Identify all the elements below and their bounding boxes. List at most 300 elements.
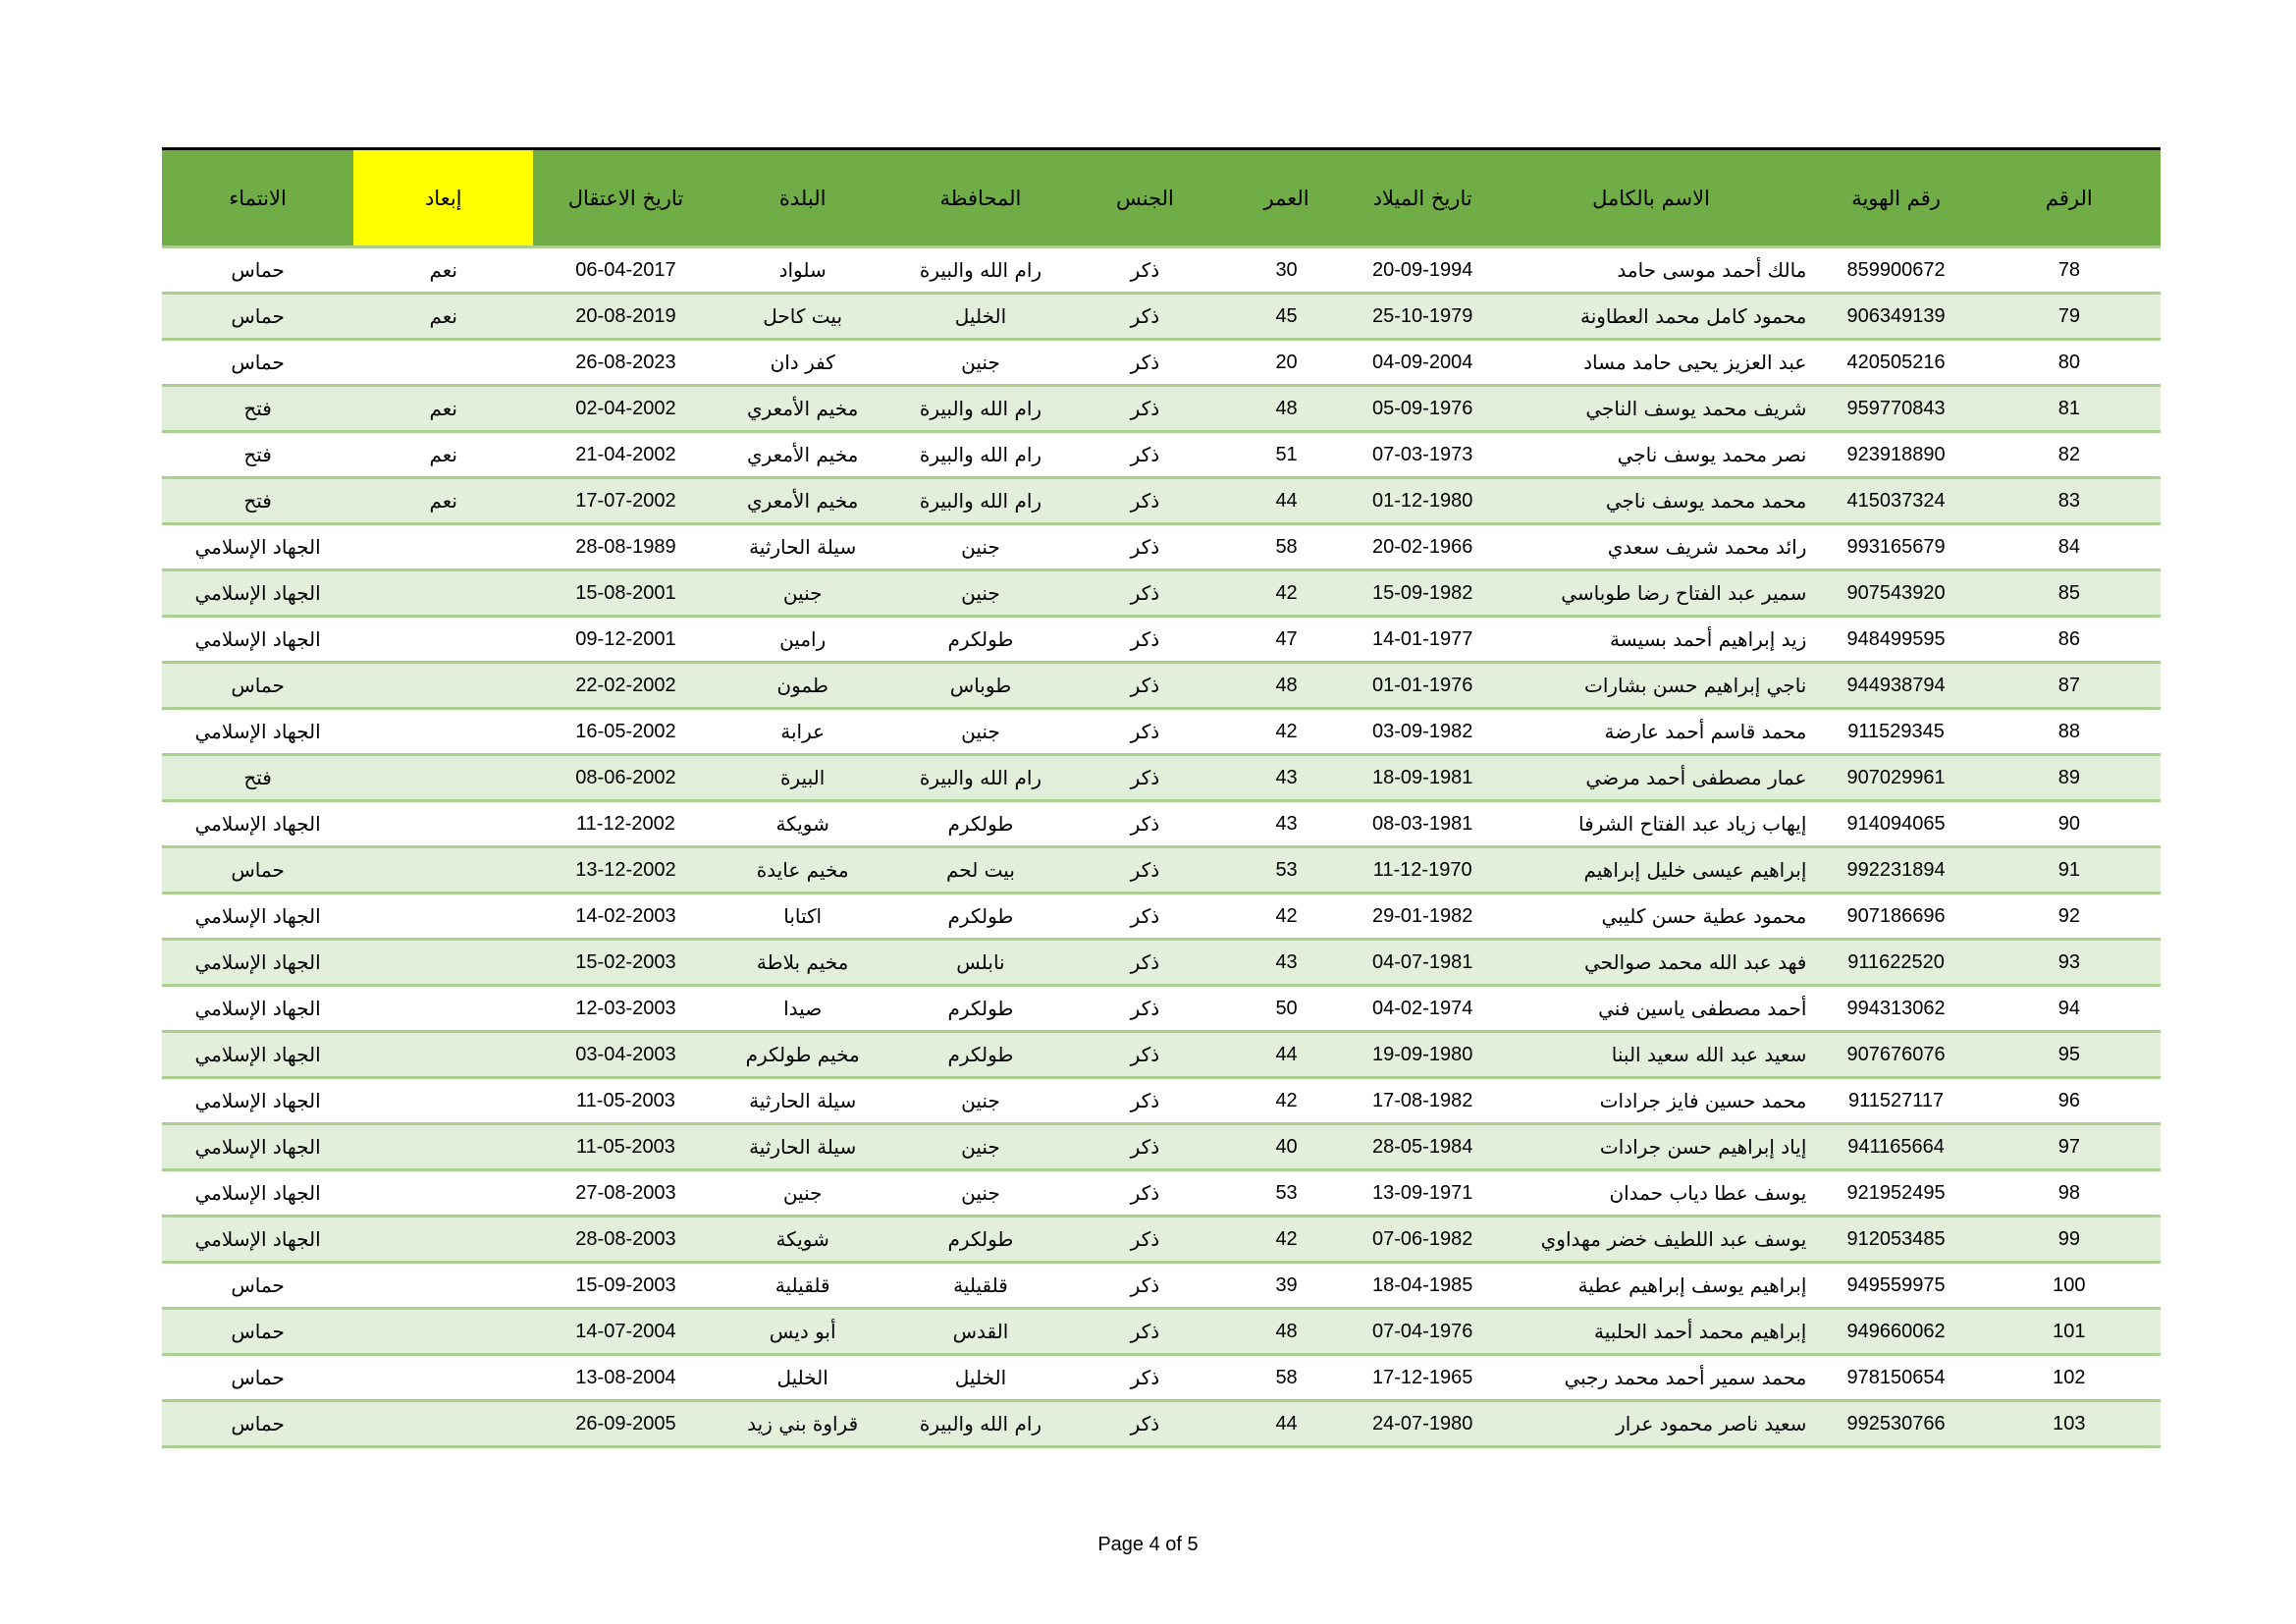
cell-age: 30 [1215,247,1357,294]
cell-affiliation: الجهاد الإسلامي [162,893,353,940]
cell-arrest-date: 03-04-2003 [533,1032,719,1078]
cell-full-name: إبراهيم محمد أحمد الحلبية [1488,1309,1815,1355]
cell-arrest-date: 28-08-2003 [533,1217,719,1263]
cell-index: 99 [1978,1217,2161,1263]
cell-age: 48 [1215,663,1357,709]
cell-affiliation: حماس [162,1355,353,1401]
cell-full-name: عمار مصطفى أحمد مرضي [1488,755,1815,801]
table-row [162,1032,2161,1078]
cell-gender: ذكر [1074,709,1215,755]
cell-gender: ذكر [1074,1309,1215,1355]
cell-birth-date: 04-07-1981 [1358,940,1488,986]
cell-index: 83 [1978,478,2161,524]
cell-town: كفر دان [719,340,887,386]
table-row [162,1170,2161,1217]
cell-birth-date: 19-09-1980 [1358,1032,1488,1078]
cell-index: 102 [1978,1355,2161,1401]
cell-affiliation: الجهاد الإسلامي [162,1032,353,1078]
cell-governorate: رام الله والبيرة [887,755,1075,801]
cell-governorate: جنين [887,709,1075,755]
header-affiliation: الانتماء [162,149,353,247]
cell-deportation [353,893,533,940]
cell-age: 43 [1215,940,1357,986]
cell-id-number: 911622520 [1814,940,1977,986]
cell-birth-date: 29-01-1982 [1358,893,1488,940]
cell-birth-date: 15-09-1982 [1358,570,1488,617]
cell-birth-date: 04-02-1974 [1358,986,1488,1032]
cell-town: مخيم عايدة [719,847,887,893]
cell-id-number: 420505216 [1814,340,1977,386]
cell-birth-date: 13-09-1971 [1358,1170,1488,1217]
cell-full-name: محمد قاسم أحمد عارضة [1488,709,1815,755]
cell-affiliation: الجهاد الإسلامي [162,524,353,570]
cell-governorate: القدس [887,1309,1075,1355]
cell-affiliation: الجهاد الإسلامي [162,709,353,755]
cell-arrest-date: 13-12-2002 [533,847,719,893]
cell-governorate: جنين [887,1078,1075,1124]
cell-birth-date: 18-09-1981 [1358,755,1488,801]
cell-full-name: سعيد عبد الله سعيد البنا [1488,1032,1815,1078]
table-row [162,755,2161,801]
cell-arrest-date: 17-07-2002 [533,478,719,524]
cell-id-number: 906349139 [1814,294,1977,340]
cell-birth-date: 04-09-2004 [1358,340,1488,386]
cell-deportation [353,617,533,663]
cell-gender: ذكر [1074,1078,1215,1124]
cell-index: 79 [1978,294,2161,340]
cell-arrest-date: 14-02-2003 [533,893,719,940]
cell-deportation [353,570,533,617]
cell-full-name: يوسف عطا دياب حمدان [1488,1170,1815,1217]
cell-index: 91 [1978,847,2161,893]
cell-full-name: رائد محمد شريف سعدي [1488,524,1815,570]
header-arrest-date: تاريخ الاعتقال [533,149,719,247]
cell-governorate: رام الله والبيرة [887,247,1075,294]
cell-town: شويكة [719,801,887,847]
cell-deportation [353,663,533,709]
cell-governorate: جنين [887,1170,1075,1217]
cell-age: 51 [1215,432,1357,478]
cell-id-number: 978150654 [1814,1355,1977,1401]
cell-index: 101 [1978,1309,2161,1355]
cell-town: طمون [719,663,887,709]
cell-arrest-date: 14-07-2004 [533,1309,719,1355]
cell-index: 80 [1978,340,2161,386]
cell-id-number: 923918890 [1814,432,1977,478]
cell-deportation [353,1401,533,1447]
cell-id-number: 911529345 [1814,709,1977,755]
table-row [162,478,2161,524]
table-row [162,570,2161,617]
cell-age: 43 [1215,801,1357,847]
cell-arrest-date: 09-12-2001 [533,617,719,663]
cell-age: 42 [1215,1078,1357,1124]
page-number: Page 4 of 5 [1097,1534,1199,1555]
cell-governorate: جنين [887,1124,1075,1170]
cell-governorate: جنين [887,570,1075,617]
table-row [162,1124,2161,1170]
cell-id-number: 907186696 [1814,893,1977,940]
cell-id-number: 907029961 [1814,755,1977,801]
cell-index: 100 [1978,1263,2161,1309]
cell-deportation [353,801,533,847]
cell-town: مخيم طولكرم [719,1032,887,1078]
cell-id-number: 859900672 [1814,247,1977,294]
cell-gender: ذكر [1074,1124,1215,1170]
cell-town: صيدا [719,986,887,1032]
cell-gender: ذكر [1074,570,1215,617]
cell-index: 82 [1978,432,2161,478]
cell-governorate: طولكرم [887,801,1075,847]
cell-id-number: 912053485 [1814,1217,1977,1263]
cell-governorate: الخليل [887,294,1075,340]
table-row [162,340,2161,386]
cell-gender: ذكر [1074,801,1215,847]
cell-full-name: زيد إبراهيم أحمد بسيسة [1488,617,1815,663]
cell-age: 48 [1215,1309,1357,1355]
cell-full-name: سعيد ناصر محمود عرار [1488,1401,1815,1447]
cell-town: جنين [719,1170,887,1217]
header-index: الرقم [1978,149,2161,247]
cell-birth-date: 18-04-1985 [1358,1263,1488,1309]
cell-gender: ذكر [1074,1217,1215,1263]
cell-affiliation: حماس [162,847,353,893]
cell-arrest-date: 15-02-2003 [533,940,719,986]
cell-birth-date: 24-07-1980 [1358,1401,1488,1447]
cell-affiliation: حماس [162,1401,353,1447]
cell-arrest-date: 20-08-2019 [533,294,719,340]
cell-town: اكتابا [719,893,887,940]
cell-town: شويكة [719,1217,887,1263]
cell-town: مخيم بلاطة [719,940,887,986]
cell-id-number: 949559975 [1814,1263,1977,1309]
table-row [162,940,2161,986]
cell-affiliation: الجهاد الإسلامي [162,1124,353,1170]
cell-age: 42 [1215,1217,1357,1263]
header-gender: الجنس [1074,149,1215,247]
cell-full-name: نصر محمد يوسف ناجي [1488,432,1815,478]
cell-birth-date: 03-09-1982 [1358,709,1488,755]
cell-arrest-date: 15-09-2003 [533,1263,719,1309]
cell-gender: ذكر [1074,1355,1215,1401]
cell-deportation [353,340,533,386]
cell-deportation [353,1217,533,1263]
cell-deportation: نعم [353,386,533,432]
cell-affiliation: الجهاد الإسلامي [162,617,353,663]
cell-governorate: جنين [887,340,1075,386]
table-row [162,663,2161,709]
cell-town: الخليل [719,1355,887,1401]
cell-index: 96 [1978,1078,2161,1124]
table-row [162,1217,2161,1263]
cell-gender: ذكر [1074,1263,1215,1309]
cell-index: 94 [1978,986,2161,1032]
cell-governorate: طولكرم [887,893,1075,940]
cell-governorate: طولكرم [887,1032,1075,1078]
cell-gender: ذكر [1074,386,1215,432]
cell-town: البيرة [719,755,887,801]
cell-affiliation: الجهاد الإسلامي [162,801,353,847]
cell-gender: ذكر [1074,893,1215,940]
cell-town: قلقيلية [719,1263,887,1309]
table-row [162,294,2161,340]
cell-affiliation: فتح [162,386,353,432]
table-row [162,801,2161,847]
table-body [162,247,2161,1447]
table-row [162,1263,2161,1309]
cell-affiliation: الجهاد الإسلامي [162,986,353,1032]
cell-deportation: نعم [353,247,533,294]
cell-arrest-date: 27-08-2003 [533,1170,719,1217]
cell-gender: ذكر [1074,986,1215,1032]
cell-governorate: رام الله والبيرة [887,1401,1075,1447]
cell-gender: ذكر [1074,524,1215,570]
table-row [162,847,2161,893]
cell-gender: ذكر [1074,617,1215,663]
table-header-row [162,149,2161,247]
cell-age: 45 [1215,294,1357,340]
cell-id-number: 415037324 [1814,478,1977,524]
cell-governorate: طوباس [887,663,1075,709]
cell-index: 87 [1978,663,2161,709]
cell-governorate: طولكرم [887,1217,1075,1263]
cell-town: قراوة بني زيد [719,1401,887,1447]
cell-birth-date: 07-06-1982 [1358,1217,1488,1263]
cell-affiliation: الجهاد الإسلامي [162,570,353,617]
cell-deportation: نعم [353,432,533,478]
table-row [162,1309,2161,1355]
header-age: العمر [1215,149,1357,247]
header-birth-date: تاريخ الميلاد [1358,149,1488,247]
cell-town: عرابة [719,709,887,755]
cell-birth-date: 25-10-1979 [1358,294,1488,340]
cell-town: رامين [719,617,887,663]
cell-age: 53 [1215,1170,1357,1217]
cell-affiliation: فتح [162,432,353,478]
cell-town: مخيم الأمعري [719,386,887,432]
cell-governorate: طولكرم [887,986,1075,1032]
cell-full-name: إبراهيم يوسف إبراهيم عطية [1488,1263,1815,1309]
cell-id-number: 993165679 [1814,524,1977,570]
cell-birth-date: 01-12-1980 [1358,478,1488,524]
cell-arrest-date: 08-06-2002 [533,755,719,801]
table-row [162,893,2161,940]
cell-full-name: يوسف عبد اللطيف خضر مهداوي [1488,1217,1815,1263]
cell-town: سلواد [719,247,887,294]
cell-id-number: 914094065 [1814,801,1977,847]
cell-arrest-date: 13-08-2004 [533,1355,719,1401]
cell-id-number: 994313062 [1814,986,1977,1032]
cell-age: 44 [1215,1401,1357,1447]
cell-deportation [353,1309,533,1355]
cell-full-name: إياد إبراهيم حسن جرادات [1488,1124,1815,1170]
cell-birth-date: 07-04-1976 [1358,1309,1488,1355]
cell-index: 84 [1978,524,2161,570]
header-full-name: الاسم بالكامل [1488,149,1815,247]
cell-birth-date: 05-09-1976 [1358,386,1488,432]
cell-deportation [353,755,533,801]
cell-governorate: الخليل [887,1355,1075,1401]
cell-full-name: إبراهيم عيسى خليل إبراهيم [1488,847,1815,893]
cell-arrest-date: 28-08-1989 [533,524,719,570]
cell-full-name: ناجي إبراهيم حسن بشارات [1488,663,1815,709]
cell-affiliation: حماس [162,1309,353,1355]
cell-governorate: رام الله والبيرة [887,386,1075,432]
table-row [162,617,2161,663]
cell-deportation [353,524,533,570]
cell-gender: ذكر [1074,432,1215,478]
cell-age: 44 [1215,478,1357,524]
cell-index: 98 [1978,1170,2161,1217]
table-row [162,709,2161,755]
cell-arrest-date: 11-12-2002 [533,801,719,847]
cell-age: 53 [1215,847,1357,893]
cell-deportation [353,1263,533,1309]
cell-index: 86 [1978,617,2161,663]
cell-affiliation: الجهاد الإسلامي [162,940,353,986]
cell-full-name: مالك أحمد موسى حامد [1488,247,1815,294]
cell-birth-date: 17-12-1965 [1358,1355,1488,1401]
cell-arrest-date: 26-08-2023 [533,340,719,386]
cell-gender: ذكر [1074,1170,1215,1217]
cell-town: مخيم الأمعري [719,478,887,524]
cell-deportation [353,986,533,1032]
cell-governorate: نابلس [887,940,1075,986]
cell-deportation [353,1170,533,1217]
cell-arrest-date: 21-04-2002 [533,432,719,478]
cell-gender: ذكر [1074,294,1215,340]
table-row [162,986,2161,1032]
cell-town: مخيم الأمعري [719,432,887,478]
cell-governorate: طولكرم [887,617,1075,663]
cell-index: 92 [1978,893,2161,940]
cell-index: 103 [1978,1401,2161,1447]
cell-birth-date: 20-09-1994 [1358,247,1488,294]
cell-arrest-date: 11-05-2003 [533,1124,719,1170]
cell-gender: ذكر [1074,755,1215,801]
table-row [162,1078,2161,1124]
cell-arrest-date: 12-03-2003 [533,986,719,1032]
cell-arrest-date: 15-08-2001 [533,570,719,617]
cell-full-name: محمد محمد يوسف ناجي [1488,478,1815,524]
cell-index: 95 [1978,1032,2161,1078]
cell-birth-date: 01-01-1976 [1358,663,1488,709]
cell-arrest-date: 22-02-2002 [533,663,719,709]
cell-birth-date: 07-03-1973 [1358,432,1488,478]
cell-age: 42 [1215,570,1357,617]
cell-town: جنين [719,570,887,617]
cell-birth-date: 17-08-1982 [1358,1078,1488,1124]
cell-index: 88 [1978,709,2161,755]
cell-birth-date: 14-01-1977 [1358,617,1488,663]
header-id-number: رقم الهوية [1814,149,1977,247]
detainee-table [162,147,2161,1448]
cell-id-number: 949660062 [1814,1309,1977,1355]
cell-affiliation: حماس [162,294,353,340]
cell-age: 58 [1215,524,1357,570]
cell-id-number: 948499595 [1814,617,1977,663]
cell-arrest-date: 11-05-2003 [533,1078,719,1124]
cell-gender: ذكر [1074,847,1215,893]
cell-deportation: نعم [353,478,533,524]
cell-gender: ذكر [1074,340,1215,386]
cell-town: سيلة الحارثية [719,1124,887,1170]
cell-deportation [353,1124,533,1170]
cell-full-name: محمد سمير أحمد محمد رجبي [1488,1355,1815,1401]
cell-full-name: إيهاب زياد عبد الفتاح الشرفا [1488,801,1815,847]
cell-arrest-date: 06-04-2017 [533,247,719,294]
cell-age: 47 [1215,617,1357,663]
cell-index: 93 [1978,940,2161,986]
cell-age: 44 [1215,1032,1357,1078]
cell-birth-date: 08-03-1981 [1358,801,1488,847]
cell-id-number: 907676076 [1814,1032,1977,1078]
cell-birth-date: 28-05-1984 [1358,1124,1488,1170]
cell-affiliation: الجهاد الإسلامي [162,1078,353,1124]
table-row [162,432,2161,478]
cell-deportation [353,940,533,986]
cell-age: 43 [1215,755,1357,801]
cell-age: 20 [1215,340,1357,386]
cell-birth-date: 11-12-1970 [1358,847,1488,893]
header-governorate: المحافظة [887,149,1075,247]
cell-affiliation: حماس [162,1263,353,1309]
cell-full-name: فهد عبد الله محمد صوالحي [1488,940,1815,986]
cell-deportation [353,709,533,755]
cell-affiliation: الجهاد الإسلامي [162,1217,353,1263]
cell-arrest-date: 16-05-2002 [533,709,719,755]
cell-gender: ذكر [1074,940,1215,986]
cell-id-number: 992530766 [1814,1401,1977,1447]
cell-town: أبو ديس [719,1309,887,1355]
cell-index: 81 [1978,386,2161,432]
cell-gender: ذكر [1074,247,1215,294]
cell-age: 39 [1215,1263,1357,1309]
cell-gender: ذكر [1074,1032,1215,1078]
table-row [162,1401,2161,1447]
header-town: البلدة [719,149,887,247]
cell-affiliation: حماس [162,247,353,294]
table-row [162,1355,2161,1401]
cell-full-name: عبد العزيز يحيى حامد مساد [1488,340,1815,386]
cell-town: بيت كاحل [719,294,887,340]
cell-full-name: محمد حسين فايز جرادات [1488,1078,1815,1124]
cell-governorate: بيت لحم [887,847,1075,893]
cell-age: 42 [1215,709,1357,755]
cell-age: 48 [1215,386,1357,432]
table-row [162,524,2161,570]
cell-town: سيلة الحارثية [719,1078,887,1124]
cell-gender: ذكر [1074,1401,1215,1447]
cell-full-name: محمود كامل محمد العطاونة [1488,294,1815,340]
cell-full-name: أحمد مصطفى ياسين فني [1488,986,1815,1032]
cell-town: سيلة الحارثية [719,524,887,570]
cell-id-number: 921952495 [1814,1170,1977,1217]
cell-gender: ذكر [1074,478,1215,524]
cell-deportation [353,1078,533,1124]
cell-affiliation: الجهاد الإسلامي [162,1170,353,1217]
cell-deportation [353,847,533,893]
cell-id-number: 941165664 [1814,1124,1977,1170]
cell-index: 85 [1978,570,2161,617]
cell-age: 40 [1215,1124,1357,1170]
cell-governorate: جنين [887,524,1075,570]
cell-affiliation: فتح [162,755,353,801]
cell-id-number: 911527117 [1814,1078,1977,1124]
cell-id-number: 907543920 [1814,570,1977,617]
cell-full-name: شريف محمد يوسف الناجي [1488,386,1815,432]
cell-birth-date: 20-02-1966 [1358,524,1488,570]
